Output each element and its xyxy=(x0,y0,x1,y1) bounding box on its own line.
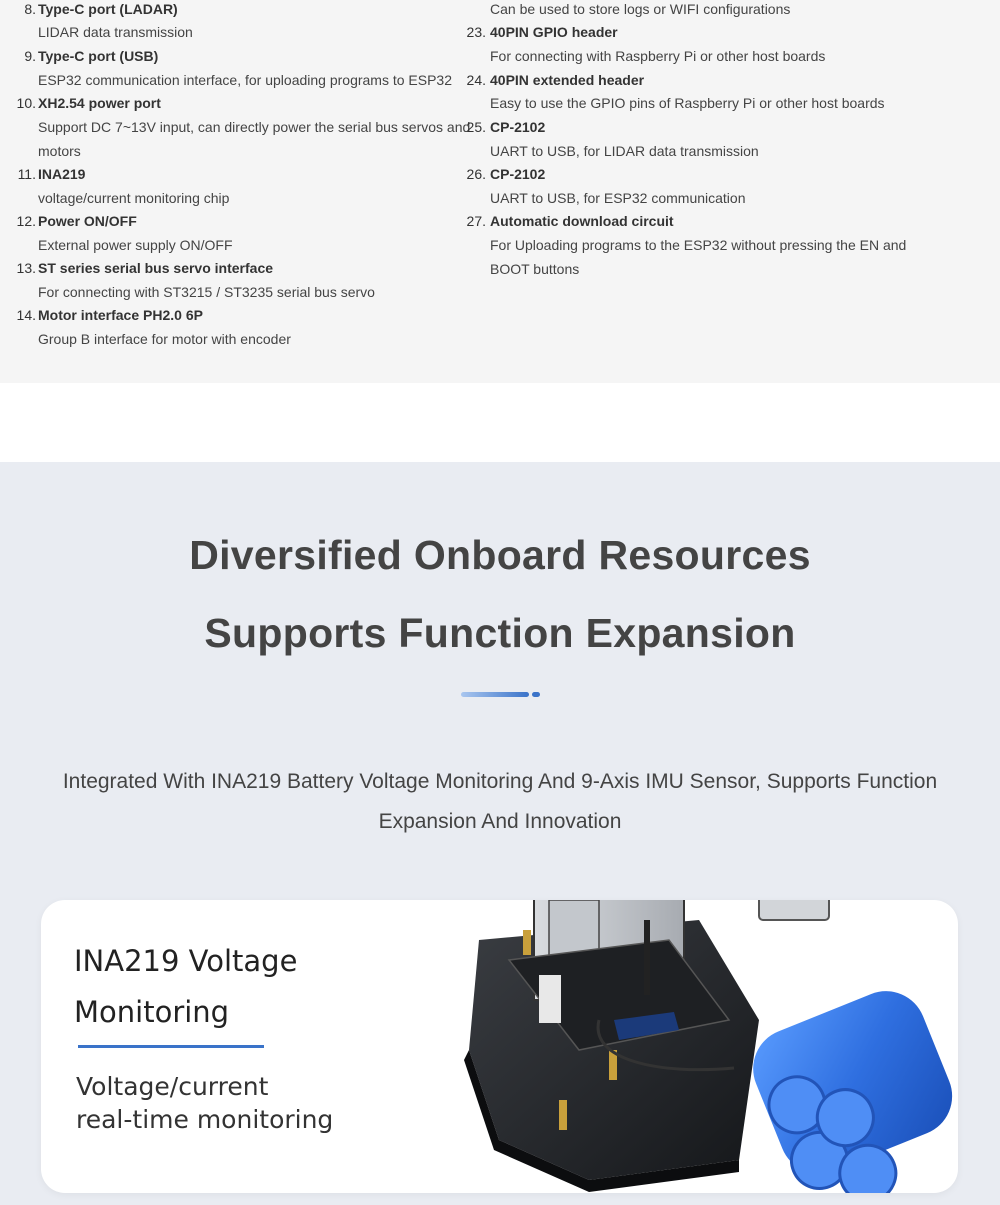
robot-board-battery-image xyxy=(439,900,958,1193)
feature-subtitle-line-1: Integrated With INA219 Battery Voltage Monitoring And 9-Axis IMU Sensor, Supports Function xyxy=(62,770,938,793)
item-desc: ESP32 communication interface, for uploading programs to ESP32 xyxy=(38,72,453,88)
item-title: XH2.54 power port xyxy=(38,95,161,111)
pin-description-list xyxy=(0,0,1000,383)
item-number: 14. xyxy=(16,307,36,323)
item-number: 8. xyxy=(24,1,36,17)
item-desc-continued: motors xyxy=(38,143,81,159)
card-title-line-1: INA219 Voltage xyxy=(74,944,298,978)
item-title: CP-2102 xyxy=(490,166,546,182)
item-desc: UART to USB, for ESP32 communication xyxy=(490,190,746,206)
item-number: 11. xyxy=(17,166,36,182)
item-title: Power ON/OFF xyxy=(38,213,137,229)
item-number: 24. xyxy=(466,72,486,88)
feature-card-ina219 xyxy=(41,900,958,1193)
accent-divider-dot xyxy=(532,692,540,697)
item-number: 10. xyxy=(16,95,36,111)
item-number: 25. xyxy=(466,119,486,135)
item-desc: LIDAR data transmission xyxy=(38,24,193,40)
item-title: INA219 xyxy=(38,166,86,182)
item-number: 12. xyxy=(16,213,36,229)
item-number: 9. xyxy=(24,48,36,64)
accent-divider xyxy=(461,692,529,697)
item-title: 40PIN extended header xyxy=(490,72,645,88)
item-number: 23. xyxy=(466,24,486,40)
item-desc: External power supply ON/OFF xyxy=(38,237,233,253)
item-title: CP-2102 xyxy=(490,119,546,135)
item-title: ST series serial bus servo interface xyxy=(38,260,274,276)
item-number: 27. xyxy=(466,213,486,229)
item-desc: For Uploading programs to the ESP32 without pressing the EN and xyxy=(490,237,907,253)
item-title: 40PIN GPIO header xyxy=(490,24,618,40)
feature-headline: Diversified Onboard Resources xyxy=(189,532,811,578)
card-desc-line-1: Voltage/current xyxy=(76,1072,269,1101)
item-desc: For connecting with Raspberry Pi or other host boards xyxy=(490,48,826,64)
item-desc: For connecting with ST3215 / ST3235 serial bus servo xyxy=(38,284,375,300)
item-desc: voltage/current monitoring chip xyxy=(38,190,230,206)
item-desc: Easy to use the GPIO pins of Raspberry Pi or other host boards xyxy=(490,95,885,111)
item-desc-continued: BOOT buttons xyxy=(490,261,580,277)
item-desc-continued: Can be used to store logs or WIFI configurations xyxy=(490,1,791,17)
item-title: Type-C port (LADAR) xyxy=(38,1,178,17)
item-title: Type-C port (USB) xyxy=(38,48,159,64)
card-title-line-2: Monitoring xyxy=(74,995,230,1029)
card-desc-line-2: real-time monitoring xyxy=(76,1105,334,1134)
item-desc: UART to USB, for LIDAR data transmission xyxy=(490,143,759,159)
item-number: 13. xyxy=(16,260,36,276)
item-title: Automatic download circuit xyxy=(490,213,674,229)
feature-subtitle-line-2: Expansion And Innovation xyxy=(378,810,622,833)
feature-subtitle xyxy=(30,762,970,842)
card-description xyxy=(76,1070,333,1136)
item-desc: Support DC 7~13V input, can directly power the serial bus servos and xyxy=(38,119,471,135)
item-desc: Group B interface for motor with encoder xyxy=(38,331,291,347)
feature-headline-secondary: Supports Function Expansion xyxy=(204,610,796,656)
item-title: Motor interface PH2.0 6P xyxy=(38,307,203,323)
item-number: 26. xyxy=(466,166,486,182)
feature-section xyxy=(0,462,1000,1205)
card-divider xyxy=(78,1045,264,1048)
card-title xyxy=(74,936,297,1038)
